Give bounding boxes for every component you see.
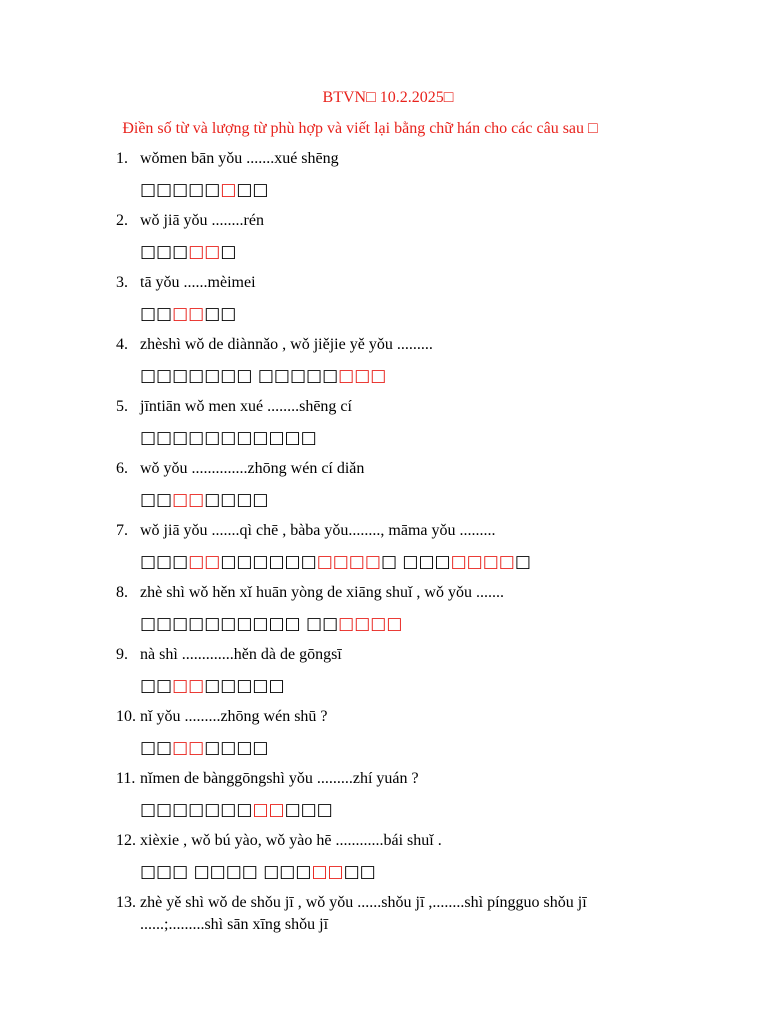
exercise-item bbox=[0, 582, 768, 635]
answer-text: □□□□□□□ bbox=[140, 800, 253, 820]
exercise-pinyin: nǐmen de bànggōngshì yǒu .........zhí yuán ? bbox=[140, 770, 419, 787]
exercise-item bbox=[0, 272, 768, 325]
exercise-number: 10. bbox=[116, 708, 136, 725]
exercise-hanzi-answer bbox=[140, 303, 768, 325]
answer-highlight: □□ bbox=[172, 304, 205, 324]
answer-text: □□ bbox=[140, 490, 173, 510]
exercise-number: 8. bbox=[116, 584, 128, 601]
answer-highlight: □□ bbox=[188, 552, 221, 572]
exercise-pinyin: zhè shì wǒ hěn xǐ huān yòng de xiāng shuǐ , wǒ yǒu ....... bbox=[140, 584, 504, 601]
exercise-hanzi-answer bbox=[140, 613, 768, 635]
exercise-hanzi-answer bbox=[140, 861, 768, 883]
answer-text: □□□□□ bbox=[204, 676, 285, 696]
answer-text: □□ bbox=[343, 862, 376, 882]
exercise-number: 7. bbox=[116, 522, 128, 539]
exercise-number: 9. bbox=[116, 646, 128, 663]
exercise-hanzi-answer bbox=[140, 675, 768, 697]
answer-text: □□□□□□□□□□□ bbox=[140, 428, 317, 448]
answer-text: □□ bbox=[140, 738, 173, 758]
answer-highlight: □□ bbox=[172, 676, 205, 696]
answer-text: □□□□□□□ □□□□□ bbox=[140, 366, 339, 386]
exercise-hanzi-answer bbox=[140, 551, 768, 573]
exercise-pinyin: jīntiān wǒ men xué ........shēng cí bbox=[140, 398, 352, 415]
answer-text: □ bbox=[220, 242, 237, 262]
exercise-item bbox=[0, 892, 768, 936]
answer-highlight: □□ bbox=[172, 738, 205, 758]
answer-text: □ □□□ bbox=[380, 552, 451, 572]
answer-highlight: □□□□ bbox=[316, 552, 381, 572]
exercise-number: 12. bbox=[116, 832, 136, 849]
answer-text: □□□□□□ bbox=[220, 552, 317, 572]
exercise-list bbox=[0, 148, 768, 936]
exercise-hanzi-answer bbox=[140, 179, 768, 201]
exercise-number: 11. bbox=[116, 770, 136, 787]
exercise-pinyin: wǒ jiā yǒu .......qì chē , bàba yǒu........, māma yǒu ......... bbox=[140, 522, 496, 539]
exercise-pinyin: xièxie , wǒ bú yào, wǒ yào hē ............bái shuǐ . bbox=[140, 832, 442, 849]
answer-text: □□□ bbox=[140, 242, 189, 262]
answer-text: □□□□□ bbox=[140, 180, 221, 200]
exercise-number: 13. bbox=[116, 894, 136, 911]
exercise-item bbox=[0, 830, 768, 883]
answer-text: □□□ bbox=[140, 552, 189, 572]
exercise-number: 5. bbox=[116, 398, 128, 415]
exercise-item bbox=[0, 148, 768, 201]
answer-text: □□ bbox=[236, 180, 269, 200]
exercise-number: 1. bbox=[116, 150, 128, 167]
exercise-item bbox=[0, 458, 768, 511]
exercise-item bbox=[0, 706, 768, 759]
exercise-item bbox=[0, 334, 768, 387]
exercise-hanzi-answer bbox=[140, 737, 768, 759]
exercise-pinyin: wǒ yǒu ..............zhōng wén cí diǎn bbox=[140, 460, 365, 477]
exercise-number: 2. bbox=[116, 212, 128, 229]
answer-highlight: □□□□ bbox=[338, 614, 403, 634]
exercise-number: 6. bbox=[116, 460, 128, 477]
answer-highlight: □ bbox=[220, 180, 237, 200]
exercise-hanzi-answer bbox=[140, 427, 768, 449]
exercise-pinyin: nà shì .............hěn dà de gōngsī bbox=[140, 646, 342, 663]
exercise-pinyin: wǒ jiā yǒu ........rén bbox=[140, 212, 264, 229]
exercise-pinyin: tā yǒu ......mèimei bbox=[140, 274, 256, 291]
exercise-hanzi-answer bbox=[140, 241, 768, 263]
answer-text: □□□ □□□□ □□□ bbox=[140, 862, 312, 882]
answer-text: □□□ bbox=[284, 800, 333, 820]
answer-text: □□□□ bbox=[204, 738, 269, 758]
answer-highlight: □□ bbox=[311, 862, 344, 882]
answer-highlight: □□□□ bbox=[450, 552, 515, 572]
exercise-pinyin: wǒmen bān yǒu .......xué shēng bbox=[140, 150, 339, 167]
answer-highlight: □□ bbox=[188, 242, 221, 262]
exercise-pinyin: zhèshì wǒ de diànnǎo , wǒ jiějie yě yǒu ......... bbox=[140, 336, 433, 353]
exercise-item bbox=[0, 520, 768, 573]
exercise-hanzi-answer bbox=[140, 799, 768, 821]
answer-highlight: □□□ bbox=[338, 366, 387, 386]
exercise-item bbox=[0, 396, 768, 449]
exercise-number: 4. bbox=[116, 336, 128, 353]
answer-highlight: □□ bbox=[172, 490, 205, 510]
answer-text: □□ bbox=[140, 304, 173, 324]
exercise-item bbox=[0, 210, 768, 263]
exercise-item bbox=[0, 768, 768, 821]
page-title: BTVN□ 10.2.2025□ bbox=[322, 89, 454, 106]
exercise-item bbox=[0, 644, 768, 697]
exercise-pinyin: nǐ yǒu .........zhōng wén shū ? bbox=[140, 708, 328, 725]
exercise-pinyin: zhè yě shì wǒ de shǒu jī , wǒ yǒu ......shǒu jī ,........shì píngguo shǒu jī ......;.........shì sān xīng shǒu jī bbox=[140, 894, 587, 933]
exercise-hanzi-answer bbox=[140, 365, 768, 387]
answer-text: □□□□ bbox=[204, 490, 269, 510]
answer-text: □ bbox=[514, 552, 531, 572]
exercise-number: 3. bbox=[116, 274, 128, 291]
answer-text: □□□□□□□□□□ □□ bbox=[140, 614, 339, 634]
answer-text: □□ bbox=[140, 676, 173, 696]
answer-text: □□ bbox=[204, 304, 237, 324]
exercise-hanzi-answer bbox=[140, 489, 768, 511]
answer-highlight: □□ bbox=[252, 800, 285, 820]
instruction-text: Điền số từ và lượng từ phù hợp và viết lại bằng chữ hán cho các câu sau □ bbox=[122, 120, 598, 137]
